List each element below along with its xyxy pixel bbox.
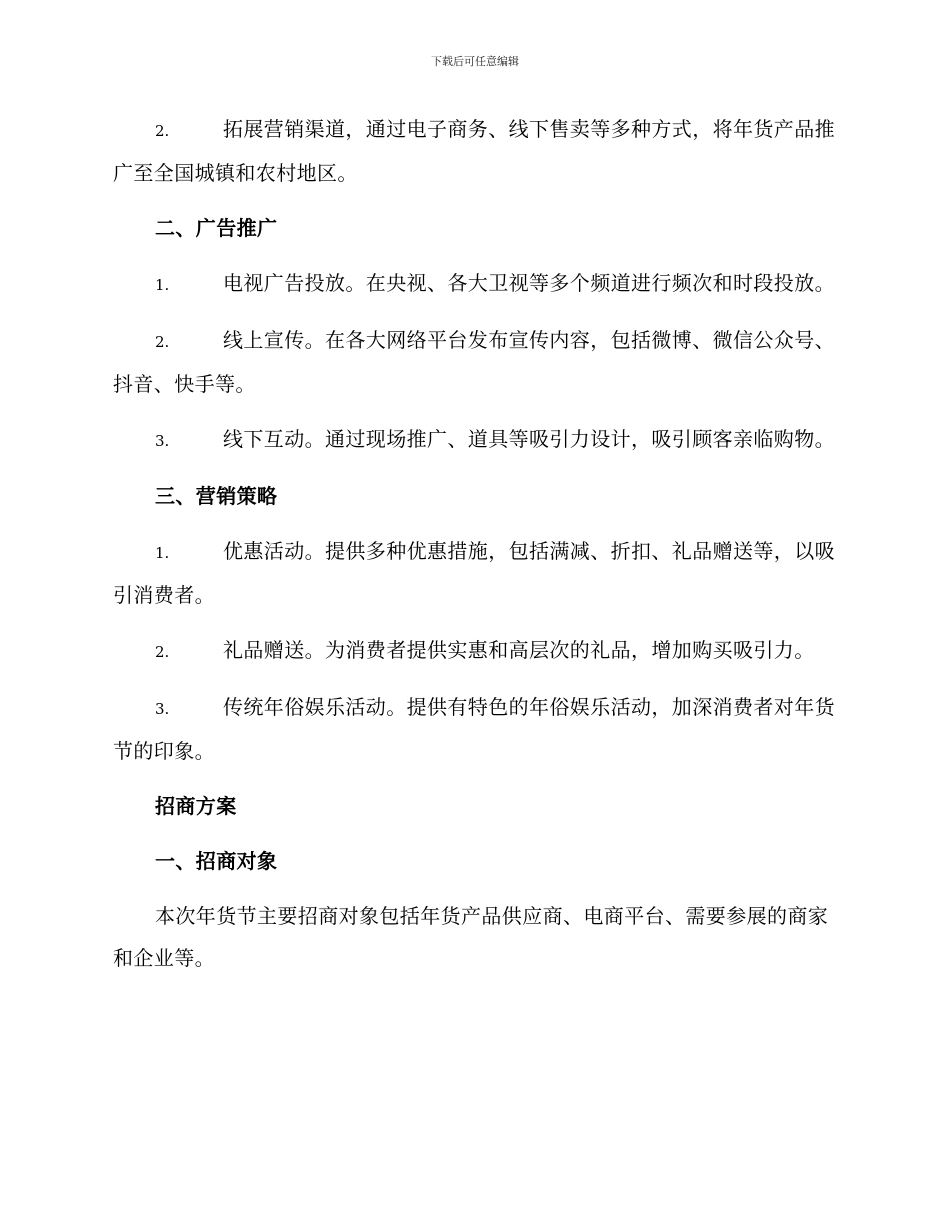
list-item <box>113 418 835 462</box>
list-item <box>113 108 835 194</box>
list-number: 2. <box>155 643 170 661</box>
section-heading: 招商方案 <box>155 794 237 818</box>
list-number: 3. <box>155 432 170 450</box>
paragraph-text: 线上宣传。在各大网络平台发布宣传内容，包括微博、微信公众号、抖音、快手等。 <box>113 328 835 396</box>
paragraph: 本次年货节主要招商对象包括年货产品供应商、电商平台、需要参展的商家和企业等。 <box>113 904 829 970</box>
list-number: 3. <box>155 700 170 718</box>
list-item <box>113 319 835 405</box>
paragraph-text: 传统年俗娱乐活动。提供有特色的年俗娱乐活动，加深消费者对年货节的印象。 <box>113 695 835 763</box>
list-item <box>113 629 835 673</box>
page-header: 下载后可任意编辑 <box>431 55 519 68</box>
list-number: 2. <box>155 333 170 351</box>
list-number: 2. <box>155 122 170 140</box>
paragraph-text: 礼品赠送。为消费者提供实惠和高层次的礼品，增加购买吸引力。 <box>223 638 815 662</box>
paragraph-text: 电视广告投放。在央视、各大卫视等多个频道进行频次和时段投放。 <box>223 271 835 295</box>
paragraph-text: 优惠活动。提供多种优惠措施，包括满减、折扣、礼品赠送等，以吸引消费者。 <box>113 539 835 607</box>
list-item <box>113 530 835 616</box>
paragraph-text: 线下互动。通过现场推广、道具等吸引力设计，吸引顾客亲临购物。 <box>223 427 835 451</box>
list-number: 1. <box>155 276 170 294</box>
section-heading: 一、招商对象 <box>155 849 278 873</box>
section-heading: 三、营销策略 <box>155 484 278 508</box>
list-item <box>113 686 835 772</box>
paragraph-text: 拓展营销渠道，通过电子商务、线下售卖等多种方式，将年货产品推广至全国城镇和农村地区。 <box>113 117 835 185</box>
list-number: 1. <box>155 544 170 562</box>
list-item <box>113 262 835 306</box>
section-heading: 二、广告推广 <box>155 216 278 240</box>
document-body <box>113 108 835 992</box>
